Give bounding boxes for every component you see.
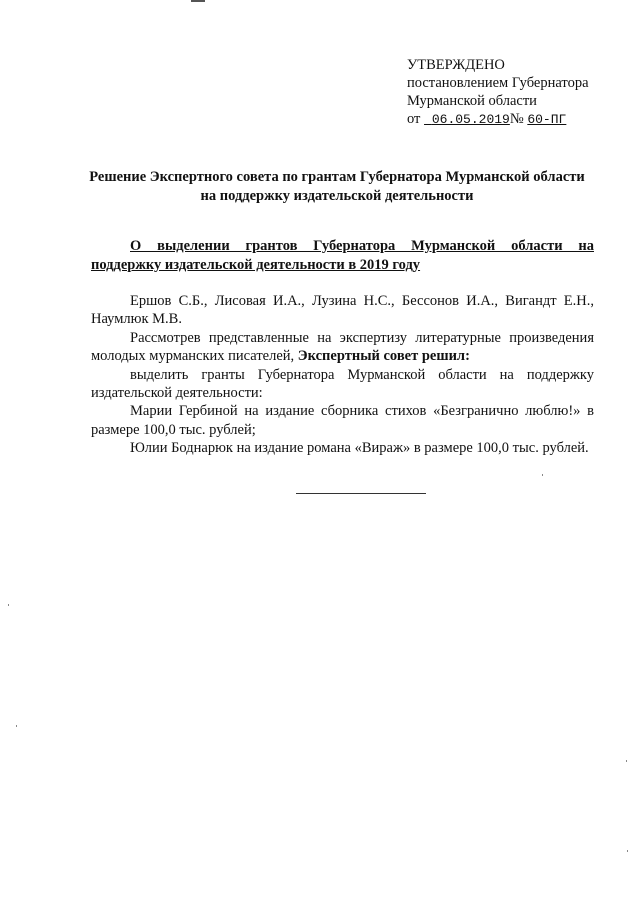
scan-speck [16,725,17,727]
closing-divider [296,493,426,494]
scan-speck [542,474,543,476]
scan-speck [626,760,627,762]
document-subject: О выделении грантов Губернатора Мурманской области на поддержку издательской деятельности в 2019 году [91,238,594,273]
council-members: Ершов С.Б., Лисовая И.А., Лузина Н.С., Бессонов И.А., Вигандт Е.Н., Наумлюк М.В. [91,293,594,328]
approval-from-label: от [407,111,421,127]
approval-heading: УТВЕРЖДЕНО [407,57,505,73]
scan-speck [627,850,628,852]
scan-mark [191,0,205,2]
allocation-paragraph: выделить гранты Губернатора Мурманской области на поддержку издательской деятельности: [91,366,594,402]
grant-item: Юлии Боднарюк на издание романа «Вираж» в размере 100,0 тыс. рублей. [130,440,589,457]
decision-phrase: Экспертный совет решил: [297,348,470,365]
approval-authority: постановлением Губернатора [407,75,589,91]
approval-region: Мурманской области [407,93,537,109]
approval-number-sign: № [509,111,524,127]
scan-speck [8,604,9,606]
approval-stamp [407,56,589,129]
approval-number: 60-ПГ [527,112,567,127]
document-body [91,292,594,458]
approval-date-line [407,110,589,129]
grant-item: Марии Гербиной на издание сборника стихов «Безгранично люблю!» в размере 100,0 тыс. рублей; [91,403,594,438]
document-title: Решение Экспертного совета по грантам Губернатора Мурманской области на поддержку издательской деятельности [89,169,585,204]
approval-date: 06.05.2019 [431,112,510,127]
consideration-paragraph: Рассмотрев представленные на экспертизу литературные произведения молодых мурманских писателей, Экспертный совет решил: [91,329,594,365]
